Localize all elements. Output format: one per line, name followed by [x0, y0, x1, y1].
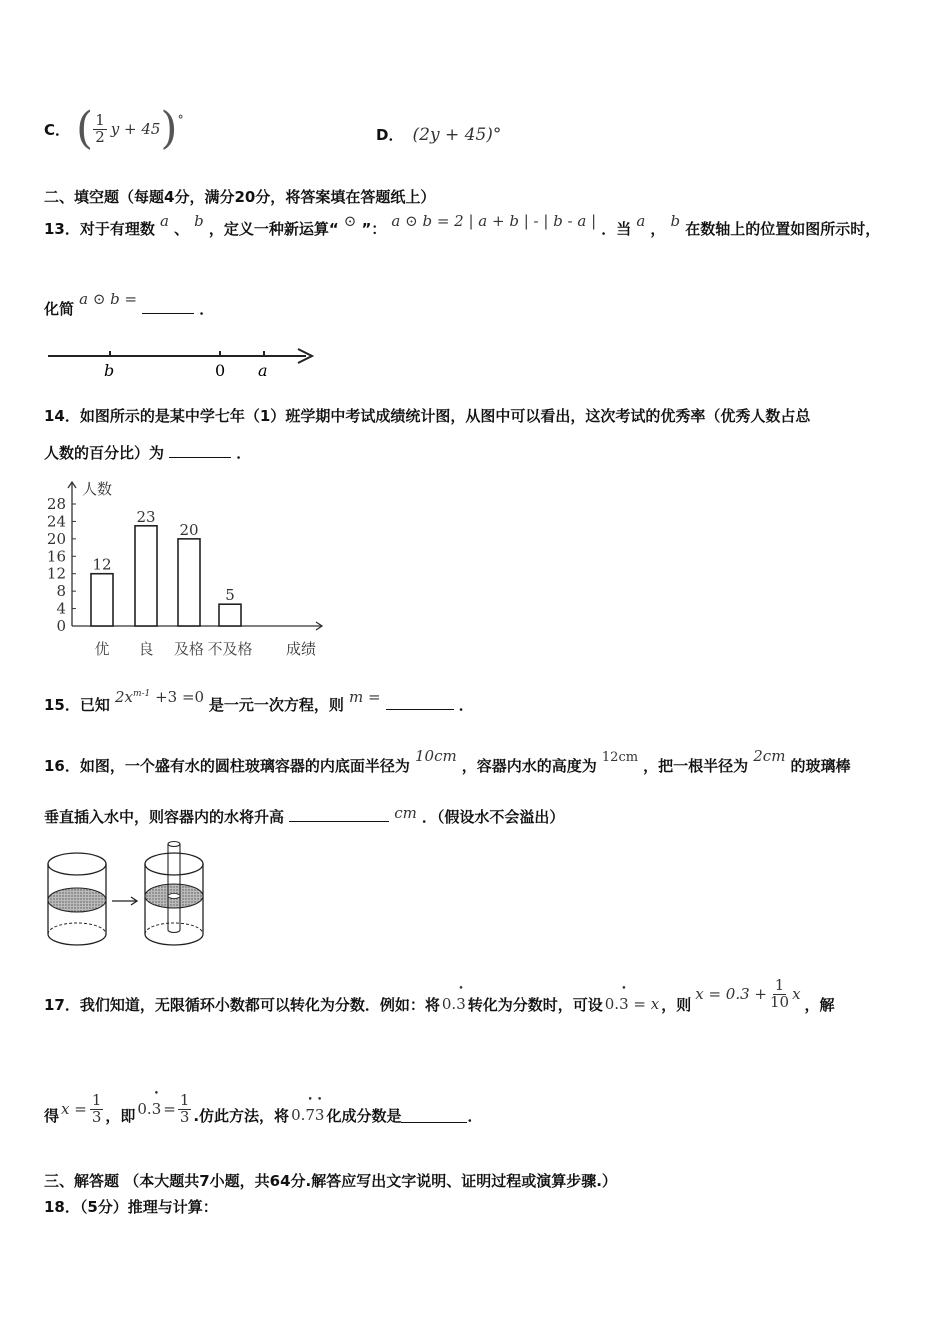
q17-equation-4: 0. • 3 = $\frac{1}{3}$ [137, 1093, 191, 1126]
bar-value-label: 12 [92, 555, 112, 574]
question-13-line1: 13．对于有理数 a 、 b ，定义一种新运算“ ⊙ ”： a ⊙ b = 2 | a + b | - | b - a | ．当 a ， b 在数轴上的位置如图所示时， [44, 212, 881, 238]
question-18: 18．（5分）推理与计算： [44, 1198, 218, 1216]
bar-value-label: 5 [225, 586, 235, 605]
q13-definition: a ⊙ b = 2 | a + b | - | b - a | [391, 212, 597, 230]
y-tick-label: 24 [46, 512, 66, 531]
x-tick-label: 优 [94, 640, 110, 658]
question-16-line2: 垂直插入水中，则容器内的水将升高 cm ．（假设水不会溢出） [44, 804, 565, 826]
cylinder-diagram [44, 838, 224, 952]
number-line [44, 344, 324, 384]
answer-blank-13[interactable] [142, 299, 194, 314]
y-tick-label: 20 [46, 529, 66, 548]
bar [178, 539, 200, 626]
chart-xlabel: 成绩 [286, 640, 317, 658]
bar [135, 526, 157, 626]
option-c [44, 104, 184, 154]
q17-equation-3: x = $\frac{1}{3}$ [61, 1090, 102, 1126]
q17-equation-1: 0.• 3 = x [605, 995, 659, 1013]
question-16-line1: 16．如图，一个盛有水的圆柱玻璃容器的内底面半径为 10cm ，容器内水的高度为 $^{12cm}$ ，把一根半径为 2cm 的玻璃棒 [44, 747, 851, 775]
answer-blank-14[interactable] [169, 443, 231, 458]
option-d [376, 124, 501, 145]
y-tick-label: 28 [46, 495, 66, 513]
bar-chart [44, 474, 344, 664]
option-c-expr: ( $\frac{1}{2}$ y + 45 ) ° [76, 103, 184, 154]
y-tick-label: 4 [56, 599, 66, 618]
q17-repeating-decimal-2: 0.• 7• 3 [291, 1106, 324, 1124]
x-tick-label: 良 [138, 640, 154, 658]
question-17-line1: 17．我们知道，无限循环小数都可以转化为分数．例如：将 0.• 3 转化为分数时，可设 0.• 3 = x ，则 x = 0.3 + $\frac{1}{10}$ x ，解 [44, 984, 835, 1024]
option-d-expr: (2y + 45)° [412, 125, 502, 145]
answer-blank-17[interactable] [401, 1108, 467, 1123]
y-tick-label: 12 [46, 564, 66, 583]
question-13-line2: 化简 a ⊙ b = ． [44, 290, 215, 318]
question-14-line2: 人数的百分比）为 ． [44, 444, 252, 462]
option-d-label: D． [376, 126, 404, 144]
cylinder-before [48, 853, 106, 945]
option-c-fraction: $\frac{1}{2}$ [95, 110, 105, 146]
y-tick-label: 16 [46, 547, 66, 566]
bar-value-label: 23 [136, 507, 156, 526]
bar [91, 574, 113, 626]
arrow-icon [112, 897, 137, 905]
y-tick-label: 0 [56, 617, 66, 635]
question-15: 15．已知 $2x^{m-1} +3 =0$ 是一元一次方程，则 m = ． [44, 688, 474, 714]
axis-label-a: a [258, 361, 268, 380]
q17-repeating-decimal: 0.• 3 [442, 995, 466, 1013]
section-2-heading: 二、填空题（每题4分，满分20分，将答案填在答题纸上） [44, 188, 436, 206]
q17-equation-2: x = 0.3 + $\frac{1}{10}$ x [695, 975, 801, 1011]
y-tick-label: 8 [56, 582, 66, 601]
chart-ylabel: 人数 [82, 480, 113, 498]
question-17-line2: 得 x = $\frac{1}{3}$ ，即 0. • 3 = $\frac{1}{3}$ .仿此方法，将 0.• 7• 3 化成分数是 ． [44, 1090, 483, 1140]
section-3-heading: 三、解答题 （本大题共7小题，共64分.解答应写出文字说明、证明过程或演算步骤.） [44, 1172, 617, 1190]
cylinder-after [145, 842, 203, 946]
option-c-label: C． [44, 120, 71, 139]
x-tick-label: 不及格 [207, 640, 253, 658]
question-14-line1: 14．如图所示的是某中学七年（1）班学期中考试成绩统计图，从图中可以看出，这次考试的优秀率（优秀人数占总 [44, 407, 811, 425]
axis-label-0: 0 [215, 361, 226, 380]
q15-equation: $2x^{m-1} +3 =0$ [114, 688, 205, 706]
bar [219, 604, 241, 626]
x-tick-label: 及格 [173, 640, 205, 658]
answer-blank-15[interactable] [386, 695, 454, 710]
answer-blank-16[interactable] [289, 807, 389, 822]
bar-value-label: 20 [179, 520, 199, 539]
axis-label-b: b [104, 361, 115, 380]
